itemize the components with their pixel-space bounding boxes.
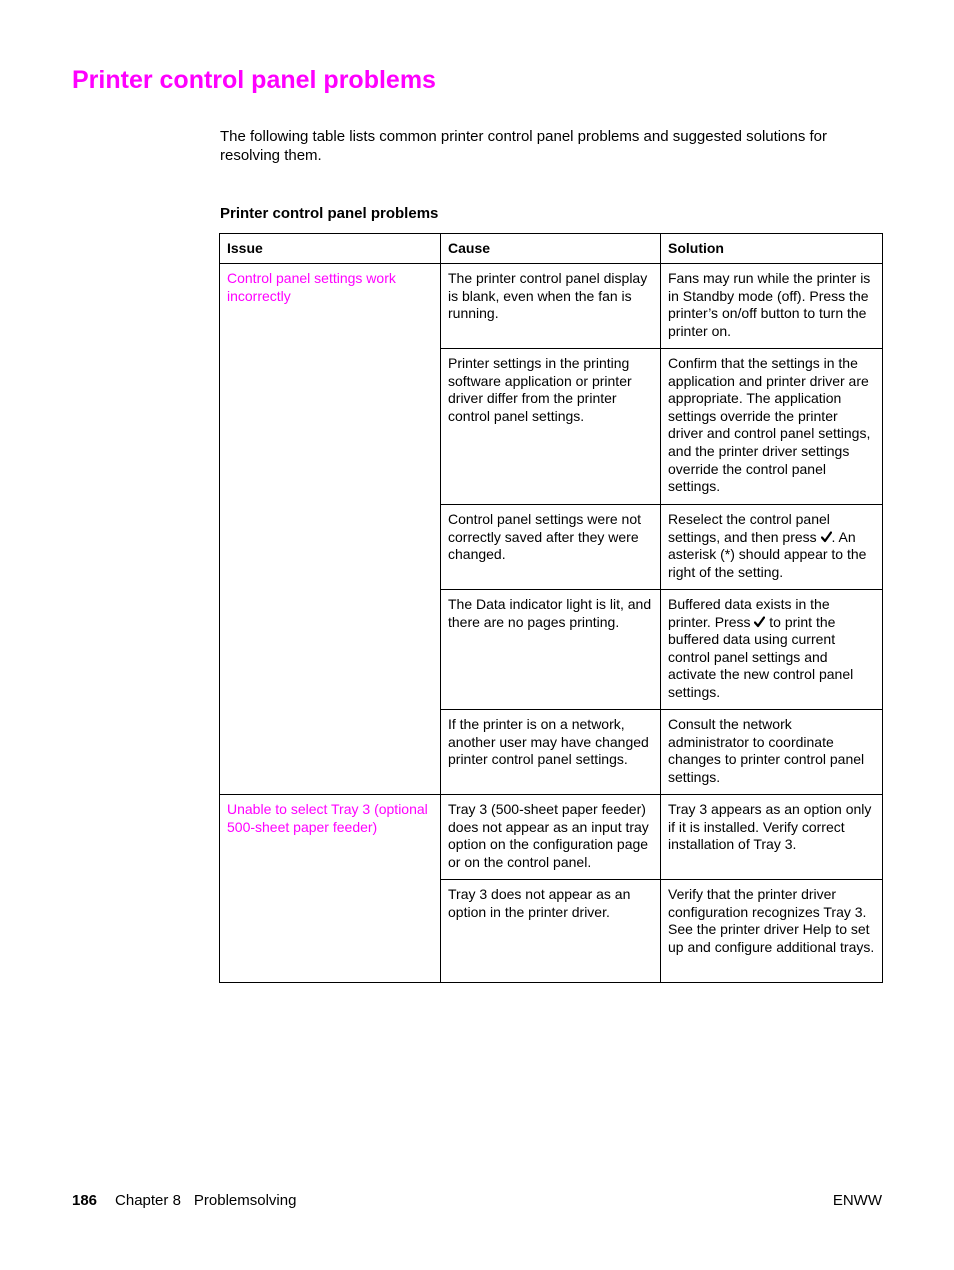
table-caption: Printer control panel problems (220, 205, 439, 222)
header-cause: Cause (441, 234, 661, 264)
table-header-row (220, 234, 883, 264)
table-row (220, 264, 883, 349)
page-number: 186 (72, 1192, 98, 1209)
table-row (220, 795, 883, 880)
solution-cell: Confirm that the settings in the application and printer driver are appropriate. The application settings override the printer driver and control panel settings, and the printer driver settings override the control panel settings. (661, 349, 883, 505)
solution-cell: Consult the network administrator to coordinate changes to printer control panel settings. (661, 710, 883, 795)
header-issue: Issue (220, 234, 441, 264)
issue-link-control-panel-settings[interactable]: Control panel settings work incorrectly (227, 270, 396, 304)
header-solution: Solution (661, 234, 883, 264)
solution-cell: Fans may run while the printer is in Standby mode (off). Press the printer’s on/off button to turn the printer on. (661, 264, 883, 349)
solution-text: to print the buffered data using current control panel settings and activate the new control panel settings. (668, 613, 854, 700)
cause-cell: Control panel settings were not correctly saved after they were changed. (441, 505, 661, 590)
solution-text: Reselect the control panel settings, and then press (668, 511, 830, 545)
footer-section: Problemsolving (193, 1192, 297, 1209)
page-title: Printer control panel problems (72, 66, 436, 94)
page-footer (72, 1191, 882, 1211)
checkmark-icon (754, 616, 765, 628)
issue-cell (220, 264, 441, 795)
solution-cell: Tray 3 appears as an option only if it is installed. Verify correct installation of Tray 3. (661, 795, 883, 880)
cause-cell: Tray 3 (500-sheet paper feeder) does not appear as an input tray option on the configuration page or on the control panel. (441, 795, 661, 880)
issue-cell (220, 795, 441, 983)
checkmark-icon (821, 531, 832, 543)
solution-cell (661, 590, 883, 710)
cause-cell: The printer control panel display is blank, even when the fan is running. (441, 264, 661, 349)
intro-paragraph: The following table lists common printer control panel problems and suggested solutions for resolving them. (220, 128, 827, 164)
solution-cell (661, 505, 883, 590)
solution-text: . An asterisk (*) should appear to the right of the setting. (668, 528, 867, 580)
cause-cell: Printer settings in the printing software application or printer driver differ from the printer control panel settings. (441, 349, 661, 505)
cause-cell: Tray 3 does not appear as an option in the printer driver. (441, 880, 661, 983)
cause-cell: The Data indicator light is lit, and there are no pages printing. (441, 590, 661, 710)
solution-cell: Verify that the printer driver configuration recognizes Tray 3. See the printer driver Help to set up and configure additional trays. (661, 880, 883, 983)
footer-enww: ENWW (832, 1192, 882, 1209)
footer-chapter: Chapter 8 (115, 1192, 181, 1209)
issue-link-tray-3[interactable]: Unable to select Tray 3 (optional 500-sheet paper feeder) (227, 801, 428, 835)
solution-text: Buffered data exists in the printer. Press (668, 596, 830, 630)
cause-cell: If the printer is on a network, another user may have changed printer control panel settings. (441, 710, 661, 795)
problems-table (219, 233, 883, 983)
